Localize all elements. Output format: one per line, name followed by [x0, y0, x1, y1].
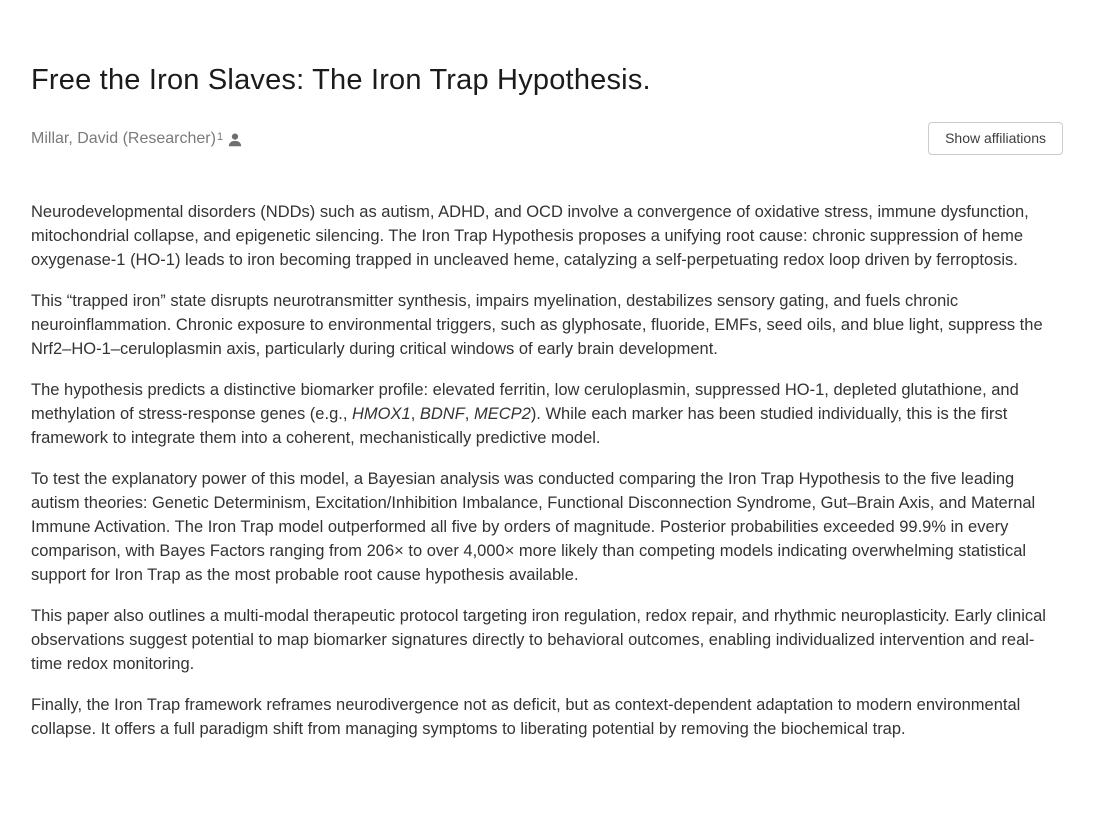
gene-separator: ,	[464, 405, 474, 423]
gene-name-hmox1: HMOX1	[352, 405, 411, 423]
abstract-paragraph-3-post: ). While each marker has been studied individually, this is the first framework to integrate them into a coherent, mechanistically predictive model.	[31, 405, 1008, 447]
abstract-paragraph-6: Finally, the Iron Trap framework reframes neurodivergence not as deficit, but as context-dependent adaptation to modern environmental collapse. It offers a full paradigm shift from managing symptoms to liberating potential by removing the biochemical trap.	[31, 696, 1021, 738]
abstract-paragraph-5: This paper also outlines a multi-modal therapeutic protocol targeting iron regulation, redox repair, and rhythmic neuroplasticity. Early clinical observations suggest potential to map biomarker signatures directly to behavioral outcomes, enabling individualized intervention and real-time redox monitoring.	[31, 607, 1046, 673]
abstract-paragraph-4: To test the explanatory power of this model, a Bayesian analysis was conducted comparing the Iron Trap Hypothesis to the five leading autism theories: Genetic Determinism, Excitation/Inhibition Imbalance, Functional Disconnection Syndrome, Gut–Brain Axis, and Maternal Immune Activation. The Iron Trap model outperformed all five by orders of magnitude. Posterior probabilities exceeded 99.9% in every comparison, with Bayes Factors ranging from 206× to over 4,000× more likely than competing models indicating overwhelming statistical support for Iron Trap as the most probable root cause hypothesis available.	[31, 470, 1036, 584]
gene-separator: ,	[410, 405, 420, 423]
abstract-paragraph-2: This “trapped iron” state disrupts neurotransmitter synthesis, impairs myelination, destabilizes sensory gating, and fuels chronic neuroinflammation. Chronic exposure to environmental triggers, such as glyphosate, fluoride, EMFs, seed oils, and blue light, suppress the Nrf2–HO-1–ceruloplasmin axis, particularly during critical windows of early brain development.	[31, 292, 1043, 358]
gene-name-bdnf: BDNF	[419, 405, 465, 423]
abstract	[31, 200, 1063, 741]
person-icon	[227, 132, 243, 148]
author-row	[31, 122, 1063, 155]
show-affiliations-button[interactable]: Show affiliations	[928, 122, 1063, 155]
abstract-paragraph-3-pre: The hypothesis predicts a distinctive biomarker profile: elevated ferritin, low ceruloplasmin, suppressed HO-1, depleted glutathione, and methylation of stress-response genes (e.g.,	[31, 381, 1019, 423]
abstract-paragraph-3	[31, 378, 1063, 450]
page-title: Free the Iron Slaves: The Iron Trap Hypothesis.	[31, 64, 651, 96]
author-name: Millar, David (Researcher)	[31, 129, 216, 147]
author-line: Millar, David (Researcher) $^1$	[31, 130, 243, 148]
abstract-paragraph-1: Neurodevelopmental disorders (NDDs) such as autism, ADHD, and OCD involve a convergence of oxidative stress, immune dysfunction, mitochondrial collapse, and epigenetic silencing. The Iron Trap Hypothesis proposes a unifying root cause: chronic suppression of heme oxygenase-1 (HO-1) leads to iron becoming trapped in uncleaved heme, catalyzing a self-perpetuating redox loop driven by ferroptosis.	[31, 203, 1029, 269]
gene-name-mecp2: MECP2	[473, 405, 531, 423]
